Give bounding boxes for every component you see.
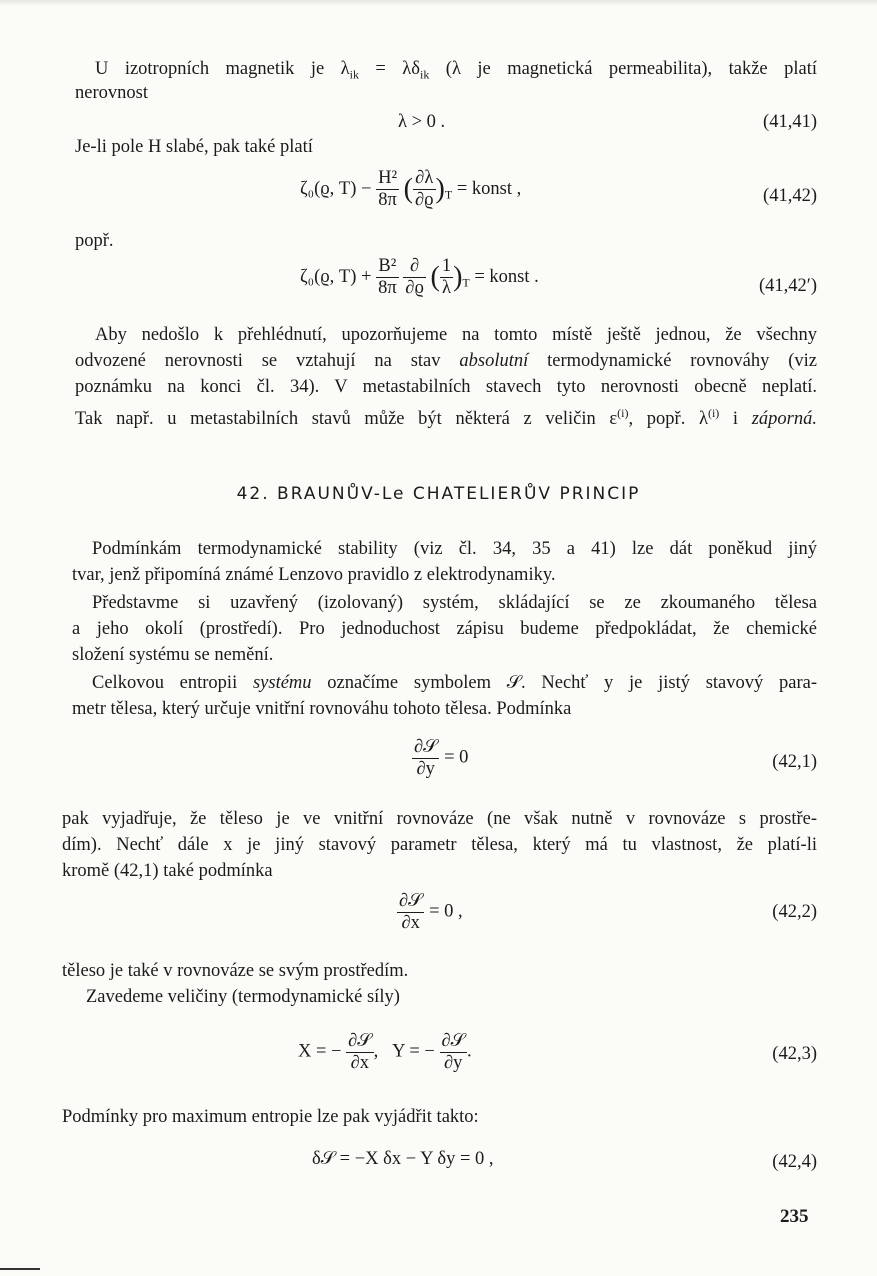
para7-text: Podmínky pro maximum entropie lze pak vyjádřit takto:: [62, 1107, 479, 1127]
para6-text: Zavedeme veličiny (termodynamické síly): [86, 987, 400, 1007]
scan-edge-mark: [0, 1268, 40, 1270]
equation-label-41-42: (41,42): [763, 186, 817, 206]
equation-label-42-3: (42,3): [772, 1044, 817, 1064]
equation-42-3: X = − $\frac{\text{∂𝒮}}{\partial x}$ , Y = − $\frac{\text{∂𝒮}}{\partial y}$ .: [298, 1031, 472, 1073]
popr-text: popř.: [75, 231, 114, 251]
para4-line-3: kromě (42,1) také podmínka: [62, 861, 273, 881]
section-heading: [0, 484, 877, 504]
equation-41-42: ζ₀(ϱ, T) − $\frac{\text{H²}}{8\pi}$ ( $\frac{\partial\lambda}{\partial ϱ}$ )$_T$ = konst ,: [300, 168, 522, 210]
reciprocal: $\frac{1}{\lambda}$: [441, 256, 452, 298]
note-line-3: poznámku na konci čl. 34). V metastabilních stavech tyto nerovnosti obecně neplatí.: [75, 377, 817, 397]
para4-line-2: dím). Nechť dále x je jiný stavový parametr tělesa, který má tu vlastnost, že platí-li: [62, 835, 817, 855]
fraction: $\frac{\text{B²}}{8\pi}$: [378, 256, 397, 298]
section-number: 42.: [236, 484, 270, 504]
equation-label-41-42-prime: (41,42′): [759, 276, 817, 296]
equation-label-42-4: (42,4): [772, 1152, 817, 1172]
derivative: $\frac{\partial\lambda}{\partial ϱ}$: [414, 168, 434, 210]
para4-line-1: pak vyjadřuje, že těleso je ve vnitřní rovnováze (ne však nutně v rovnováze s prostře-: [62, 809, 817, 829]
field-weak-text: Je-li pole H slabé, pak také platí: [75, 137, 313, 157]
equation-label-41-41: (41,41): [763, 112, 817, 132]
equation-41-41: λ > 0 .: [398, 112, 446, 132]
para2-line-3: složení systému se nemění.: [72, 645, 274, 665]
para1-line-1: Podmínkám termodynamické stability (viz čl. 34, 35 a 41) lze dát poněkud jiný: [92, 539, 817, 559]
para5-text: těleso je také v rovnováze se svým prostředím.: [62, 961, 409, 981]
equation-42-1: $\frac{\text{∂𝒮}}{\partial y}$ = 0: [414, 737, 469, 779]
fraction: $\frac{\text{H²}}{8\pi}$: [378, 168, 397, 210]
note-line-2: odvozené nerovnosti se vztahují na stav absolutní termodynamické rovnováhy (viz: [75, 351, 818, 371]
para3-line-1: Celkovou entropii systému označíme symbolem 𝒮. Nechť y je jistý stavový para-: [92, 673, 817, 693]
scan-top-edge: [0, 0, 877, 6]
derivative: $\frac{\partial}{\partial ϱ}$: [405, 256, 424, 298]
page-number: 235: [780, 1206, 809, 1227]
para1-line-2: tvar, jenž připomíná známé Lenzovo pravidlo z elektrodynamiky.: [72, 565, 556, 585]
equation-label-42-1: (42,1): [772, 752, 817, 772]
para2-line-1: Představme si uzavřený (izolovaný) systém, skládající se ze zkoumaného tělesa: [92, 593, 817, 613]
equation-42-4: δ𝒮 = −X δx − Y δy = 0 ,: [312, 1149, 494, 1169]
equation-42-2: $\frac{\text{∂𝒮}}{\partial x}$ = 0 ,: [399, 891, 463, 933]
note-line-1: Aby nedošlo k přehlédnutí, upozorňujeme na tomto místě ještě jednou, že všechny: [95, 325, 817, 345]
para2-line-2: a jeho okolí (prostředí). Pro jednoduchost zápisu budeme předpokládat, že chemické: [72, 619, 817, 639]
section-title: BRAUNŮV-Le CHATELIERŮV PRINCIP: [277, 484, 641, 504]
equation-41-42-prime: ζ₀(ϱ, T) + $\frac{\text{B²}}{8\pi}$ $\frac{\partial}{\partial ϱ}$ ( $\frac{1}{\lambda}$ )$_T$ = konst .: [300, 256, 539, 298]
note-line-4: Tak např. u metastabilních stavů může být některá z veličin $\varepsilon^{(i)}$, popř. $\lambda^{(i)}$ i záporná.: [75, 406, 818, 430]
equation-label-42-2: (42,2): [772, 902, 817, 922]
para3-line-2: metr tělesa, který určuje vnitřní rovnováhu tohoto tělesa. Podmínka: [72, 699, 572, 719]
intro-line-2: nerovnost: [75, 83, 148, 103]
intro-line-1: U izotropních magnetik je $\lambda_{ik} = \lambda\delta_{ik}$ (λ je magnetická permeabilita), takže platí: [95, 59, 817, 82]
